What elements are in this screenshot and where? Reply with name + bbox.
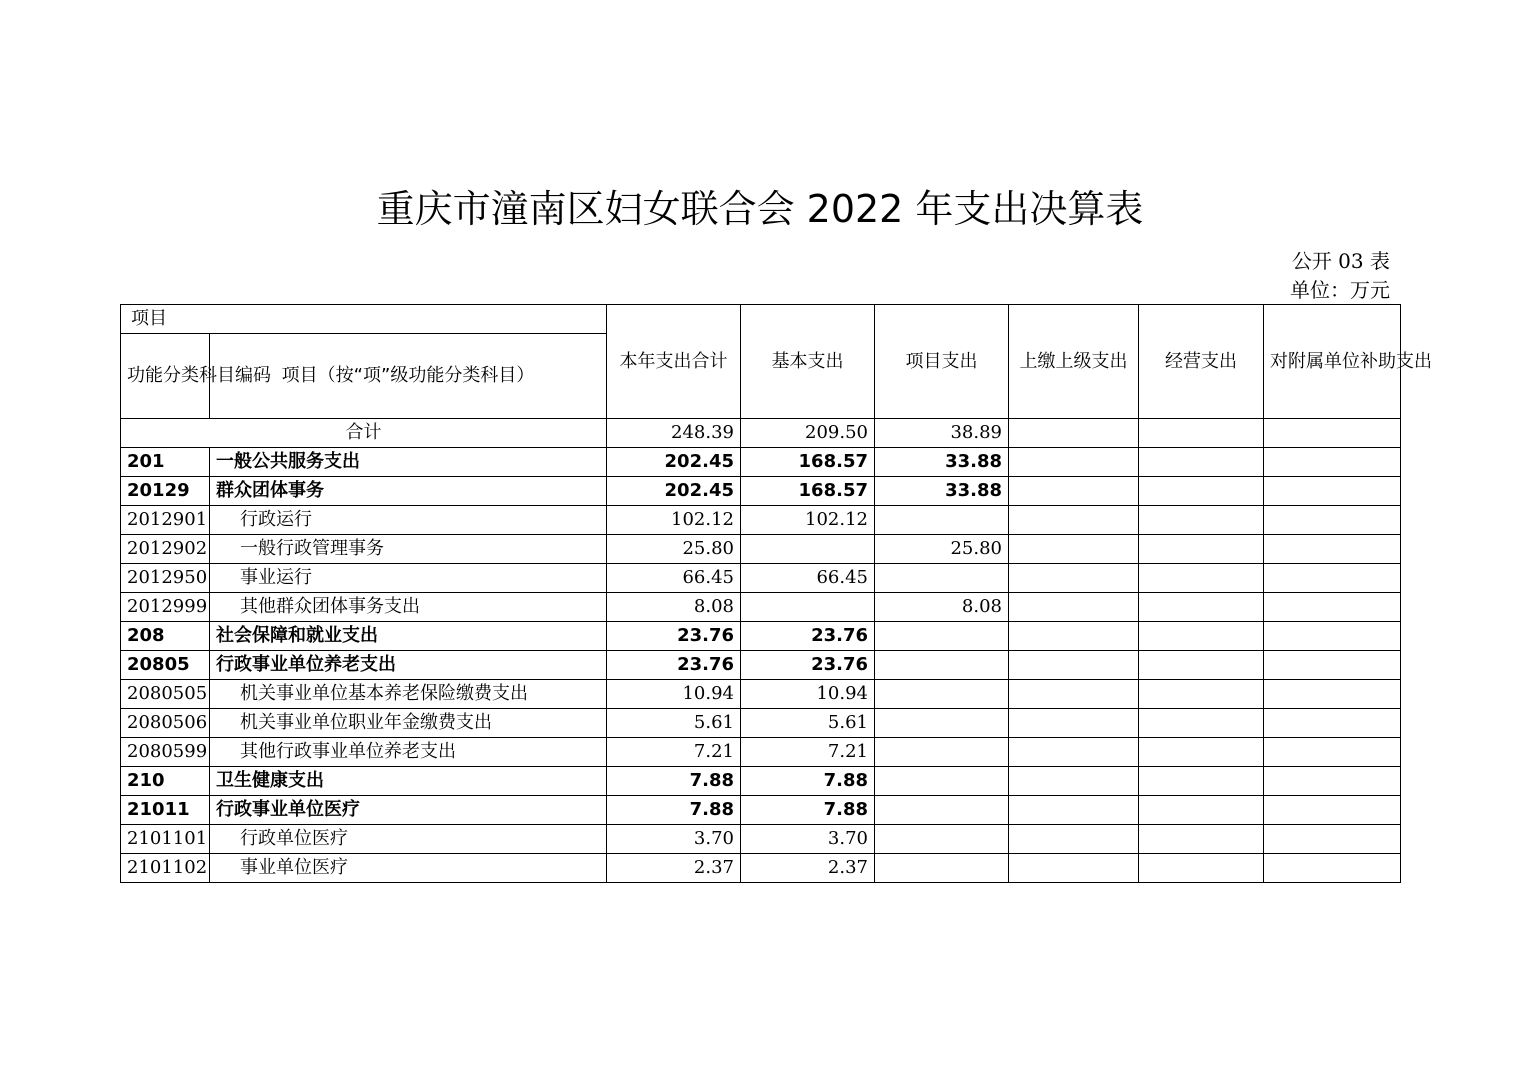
total-row [121,419,1401,448]
table-row [121,738,1401,767]
row-project: 8.08 [875,593,1009,622]
row-code: 210 [121,767,210,796]
row-name: 群众团体事务 [210,477,607,506]
row-subsidy [1264,738,1401,767]
row-basic: 102.12 [741,506,875,535]
row-project: 25.80 [875,535,1009,564]
row-upper [1009,738,1139,767]
row-basic: 3.70 [741,825,875,854]
row-business [1139,825,1264,854]
header-upper: 上缴上级支出 [1009,305,1139,419]
row-upper [1009,825,1139,854]
row-project [875,796,1009,825]
row-project [875,709,1009,738]
table-row [121,680,1401,709]
row-total: 2.37 [607,854,741,883]
row-name: 事业运行 [210,564,607,593]
row-total: 102.12 [607,506,741,535]
row-total: 7.88 [607,767,741,796]
table-row [121,593,1401,622]
row-code: 21011 [121,796,210,825]
row-basic: 7.21 [741,738,875,767]
row-subsidy [1264,477,1401,506]
total-business [1139,419,1264,448]
row-basic: 10.94 [741,680,875,709]
row-project [875,680,1009,709]
row-basic: 23.76 [741,622,875,651]
total-label: 合计 [121,419,607,448]
header-basic: 基本支出 [741,305,875,419]
row-total: 202.45 [607,448,741,477]
header-business: 经营支出 [1139,305,1264,419]
row-business [1139,738,1264,767]
row-total: 10.94 [607,680,741,709]
table-row [121,622,1401,651]
row-project [875,564,1009,593]
row-project: 33.88 [875,477,1009,506]
row-upper [1009,651,1139,680]
row-subsidy [1264,796,1401,825]
row-name: 行政运行 [210,506,607,535]
header-subsidy: 对附属单位补助支出 [1264,305,1401,419]
total-project: 38.89 [875,419,1009,448]
row-total: 5.61 [607,709,741,738]
row-code: 2080505 [121,680,210,709]
total-subsidy [1264,419,1401,448]
unit-label: 单位：万元 [1290,278,1390,302]
row-name: 其他行政事业单位养老支出 [210,738,607,767]
row-upper [1009,709,1139,738]
row-total: 25.80 [607,535,741,564]
row-business [1139,651,1264,680]
row-basic: 7.88 [741,796,875,825]
table-row [121,448,1401,477]
row-subsidy [1264,564,1401,593]
row-basic: 168.57 [741,448,875,477]
total-amount: 248.39 [607,419,741,448]
row-project [875,651,1009,680]
row-upper [1009,854,1139,883]
row-name: 一般公共服务支出 [210,448,607,477]
row-subsidy [1264,622,1401,651]
row-name: 社会保障和就业支出 [210,622,607,651]
row-business [1139,622,1264,651]
row-subsidy [1264,651,1401,680]
row-business [1139,477,1264,506]
row-project [875,767,1009,796]
header-row-1 [121,305,1401,334]
row-code: 2080506 [121,709,210,738]
row-project: 33.88 [875,448,1009,477]
total-upper [1009,419,1139,448]
row-business [1139,854,1264,883]
row-total: 7.21 [607,738,741,767]
row-code: 2012950 [121,564,210,593]
row-subsidy [1264,709,1401,738]
row-code: 208 [121,622,210,651]
row-business [1139,680,1264,709]
row-subsidy [1264,448,1401,477]
row-subsidy [1264,593,1401,622]
row-basic: 2.37 [741,854,875,883]
row-code: 2012999 [121,593,210,622]
row-basic: 5.61 [741,709,875,738]
header-item-group: 项目 [121,305,607,334]
row-project [875,854,1009,883]
row-code: 20805 [121,651,210,680]
row-name: 行政事业单位养老支出 [210,651,607,680]
row-code: 2012902 [121,535,210,564]
row-name: 机关事业单位职业年金缴费支出 [210,709,607,738]
row-total: 66.45 [607,564,741,593]
table-row [121,651,1401,680]
form-number: 公开 03 表 [1291,249,1390,273]
row-name: 卫生健康支出 [210,767,607,796]
row-upper [1009,767,1139,796]
row-total: 202.45 [607,477,741,506]
table-row [121,477,1401,506]
row-basic: 7.88 [741,767,875,796]
row-upper [1009,477,1139,506]
header-total: 本年支出合计 [607,305,741,419]
row-subsidy [1264,825,1401,854]
row-subsidy [1264,767,1401,796]
row-business [1139,796,1264,825]
page-title: 重庆市潼南区妇女联合会 2022 年支出决算表 [376,187,1144,231]
table-row [121,535,1401,564]
row-basic: 168.57 [741,477,875,506]
row-business [1139,535,1264,564]
row-total: 8.08 [607,593,741,622]
row-project [875,738,1009,767]
row-business [1139,564,1264,593]
row-upper [1009,535,1139,564]
table-row [121,796,1401,825]
row-name: 一般行政管理事务 [210,535,607,564]
row-code: 2101101 [121,825,210,854]
row-business [1139,448,1264,477]
row-code: 2101102 [121,854,210,883]
row-name: 其他群众团体事务支出 [210,593,607,622]
row-subsidy [1264,854,1401,883]
row-name: 行政单位医疗 [210,825,607,854]
row-upper [1009,564,1139,593]
row-total: 23.76 [607,651,741,680]
header-project: 项目支出 [875,305,1009,419]
row-project [875,506,1009,535]
row-business [1139,709,1264,738]
table-row [121,709,1401,738]
row-total: 3.70 [607,825,741,854]
row-basic [741,593,875,622]
total-basic: 209.50 [741,419,875,448]
row-total: 23.76 [607,622,741,651]
row-name: 行政事业单位医疗 [210,796,607,825]
row-business [1139,767,1264,796]
header-name: 项目（按“项”级功能分类科目） [210,334,607,419]
row-project [875,825,1009,854]
row-name: 事业单位医疗 [210,854,607,883]
table-row [121,506,1401,535]
row-name: 机关事业单位基本养老保险缴费支出 [210,680,607,709]
row-upper [1009,448,1139,477]
row-subsidy [1264,506,1401,535]
row-upper [1009,796,1139,825]
row-subsidy [1264,680,1401,709]
row-code: 2012901 [121,506,210,535]
row-basic [741,535,875,564]
row-upper [1009,593,1139,622]
row-project [875,622,1009,651]
row-code: 20129 [121,477,210,506]
row-basic: 23.76 [741,651,875,680]
table-row [121,767,1401,796]
row-code: 2080599 [121,738,210,767]
row-business [1139,593,1264,622]
table-row [121,825,1401,854]
table-row [121,854,1401,883]
row-upper [1009,680,1139,709]
row-business [1139,506,1264,535]
row-upper [1009,506,1139,535]
expenditure-table [120,304,1432,883]
row-code: 201 [121,448,210,477]
row-subsidy [1264,535,1401,564]
row-total: 7.88 [607,796,741,825]
table-row [121,564,1401,593]
header-code: 功能分类科目编码 [121,334,210,419]
row-upper [1009,622,1139,651]
row-basic: 66.45 [741,564,875,593]
